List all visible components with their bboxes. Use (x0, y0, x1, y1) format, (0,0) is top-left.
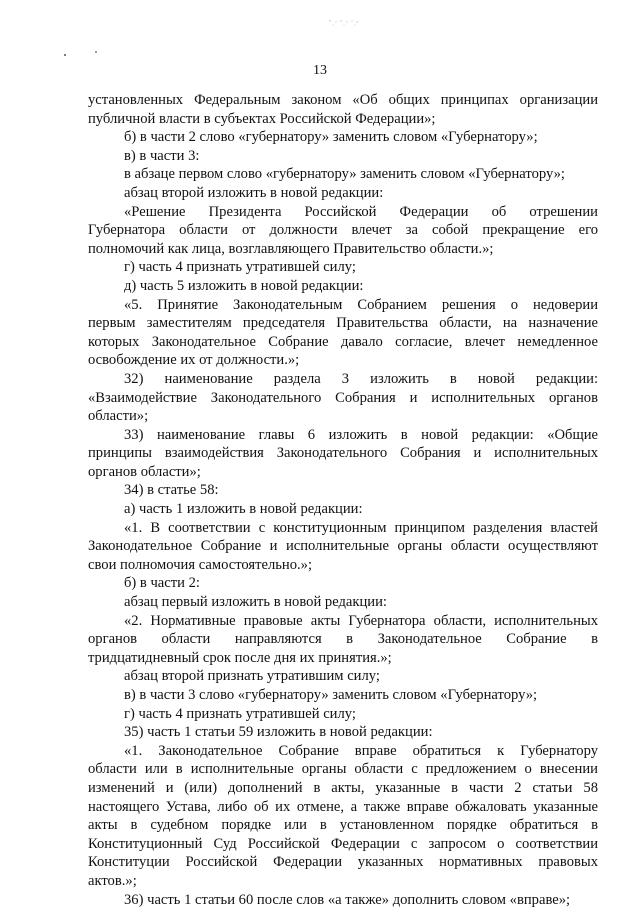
text-line: в абзаце первом слово «губернатору» заменить словом «Губернатору»; (124, 166, 565, 183)
text-line: Конституционный Суд Российской Федерации с запросом о соответствии (88, 835, 598, 852)
text-line: абзац первый изложить в новой редакции: (124, 594, 387, 611)
text-line: б) в части 2 слово «губернатору» заменить словом «Губернатору»; (124, 129, 538, 146)
text-line: «1. В соответствии с конституционным принципом разделения властей (124, 519, 598, 536)
text-line: г) часть 4 признать утратившей силу; (124, 705, 356, 722)
text-line: органов области направляются в Законодательное Собрание в (88, 631, 598, 648)
text-line: полномочий как лица, возглавляющего Правительство области.»; (88, 240, 494, 257)
text-line: абзац второй признать утратившим силу; (124, 668, 380, 685)
text-line: Конституции Российской Федерации указанных нормативных правовых (88, 854, 598, 871)
text-line: «5. Принятие Законодательным Собранием решения о недоверии (124, 296, 598, 313)
text-line: области»; (88, 408, 149, 425)
text-line: 36) часть 1 статьи 60 после слов «а также» дополнить словом «вправе»; (124, 891, 571, 908)
text-line: области или в исполнительные органы области с предложением о внесении (88, 761, 598, 778)
text-line: Губернатора области от должности влечет за собой прекращение его (88, 222, 598, 239)
text-line: «1. Законодательное Собрание вправе обратиться к Губернатору (124, 742, 598, 759)
text-line: 32) наименование раздела 3 изложить в новой редакции: (124, 370, 598, 387)
text-line: г) часть 4 признать утратившей силу; (124, 259, 356, 276)
text-line: б) в части 2: (124, 575, 200, 592)
text-line: принципы взаимодействия Законодательного Собрания и исполнительных (88, 445, 598, 462)
text-line: настоящего Устава, либо об их отмене, а также вправе обжаловать указанные (88, 798, 598, 815)
document-body (88, 91, 598, 909)
page-number: 13 (313, 63, 327, 78)
text-line: акты в судебном порядке или в установленном порядке обратиться в (88, 817, 598, 834)
text-line: 35) часть 1 статьи 59 изложить в новой редакции: (124, 724, 433, 741)
text-line: «Решение Президента Российской Федерации об отрешении (124, 203, 598, 220)
text-line: «2. Нормативные правовые акты Губернатора области, исполнительных (124, 612, 598, 629)
text-line: абзац второй изложить в новой редакции: (124, 184, 384, 201)
text-line: в) в части 3 слово «губернатору» заменить словом «Губернатору»; (124, 687, 538, 703)
scan-artifacts (0, 18, 640, 58)
text-line: публичной власти в субъектах Российской Федерации»; (88, 110, 436, 127)
text-line: освобождение их от должности.»; (88, 352, 300, 369)
text-line: Законодательное Собрание и исполнительные органы области осуществляют (88, 538, 598, 555)
text-line: актов.»; (88, 872, 137, 889)
text-line: 34) в статье 58: (124, 482, 219, 499)
text-line: тридцатидневный срок после дня их принятия.»; (88, 649, 392, 666)
text-line: установленных Федеральным законом «Об общих принципах организации (88, 92, 598, 108)
text-line: «Взаимодействие Законодательного Собрания и исполнительных органов (88, 389, 598, 406)
text-line: в) в части 3: (124, 147, 200, 164)
text-line: первым заместителям председателя Правительства области, на назначение (88, 315, 598, 332)
text-line: д) часть 5 изложить в новой редакции: (124, 277, 364, 294)
text-line: изменений и (или) дополнений в акты, указанные в части 2 статьи 58 (88, 779, 598, 796)
text-line: 33) наименование главы 6 изложить в новой редакции: «Общие (124, 426, 598, 443)
text-line: органов области»; (88, 463, 201, 480)
text-line: свои полномочия самостоятельно.»; (88, 556, 313, 573)
text-line: которых Законодательное Собрание давало согласие, влечет немедленное (88, 333, 598, 350)
scan-dots-graphic (0, 18, 640, 58)
text-line: а) часть 1 изложить в новой редакции: (124, 501, 363, 518)
